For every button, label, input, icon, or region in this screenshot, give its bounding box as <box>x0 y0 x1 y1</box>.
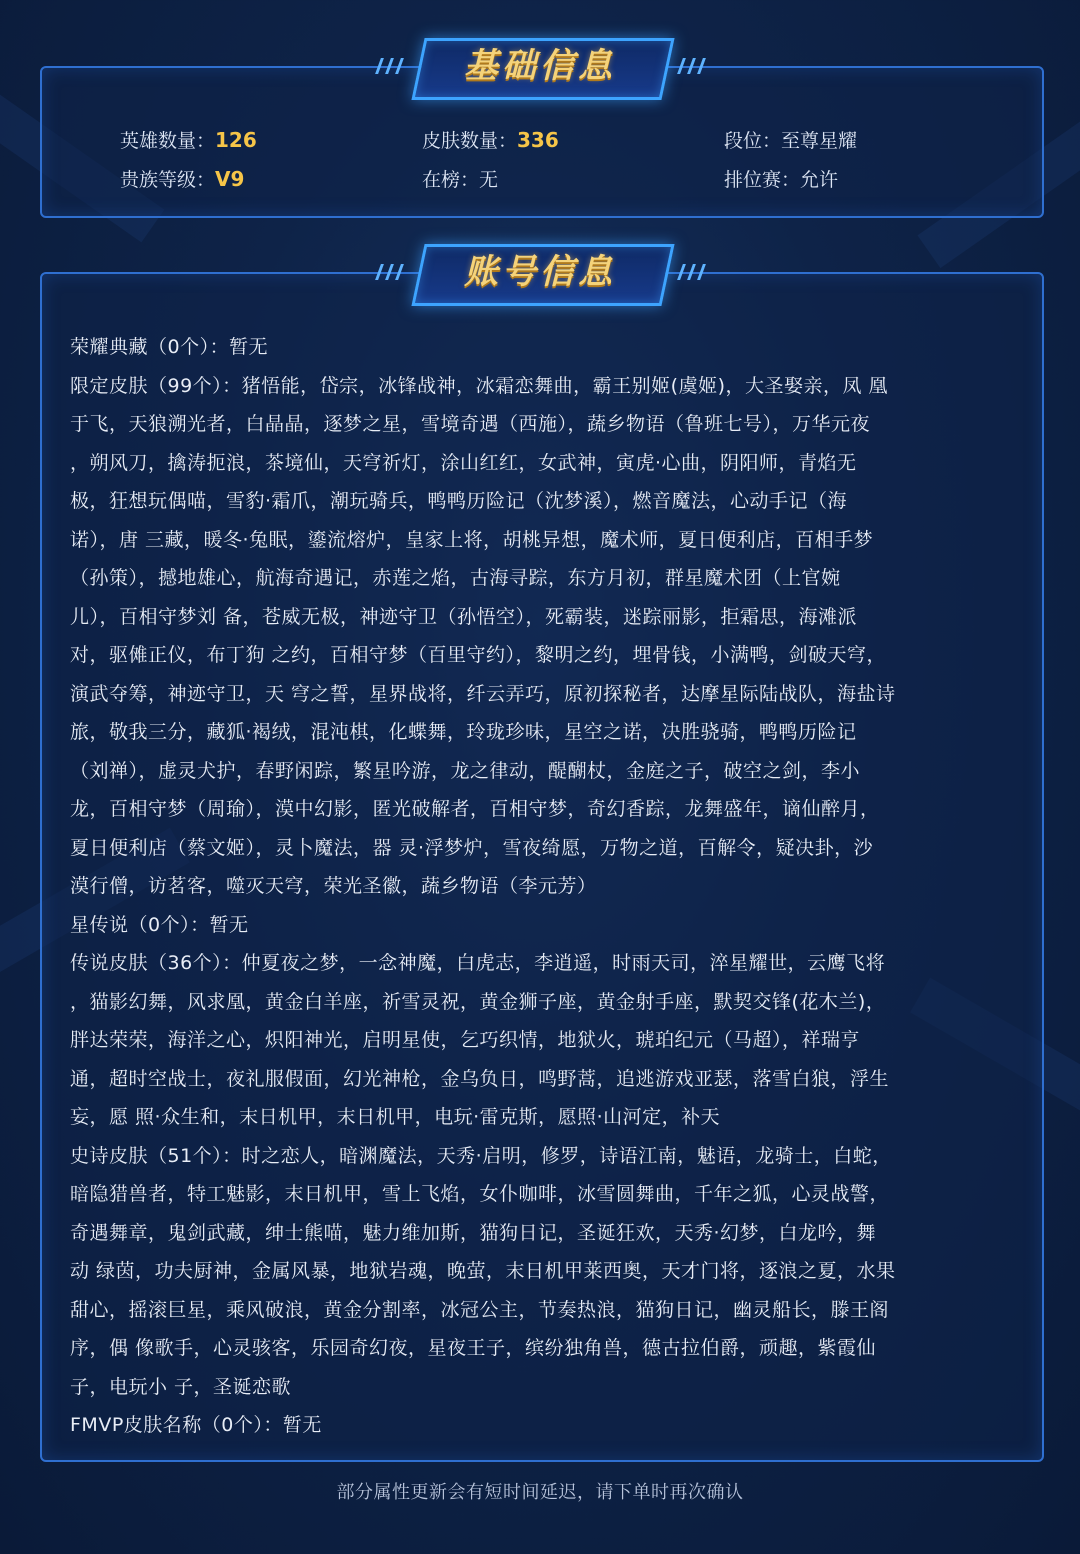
basic-info-title: 基础信息 <box>464 46 616 86</box>
account-line: 史诗皮肤（51个）：时之恋人，暗渊魔法，天秀·启明，修罗，诗语江南，魅语，龙骑士，白蛇， <box>70 1144 892 1167</box>
skin-count-value: 336 <box>517 128 559 152</box>
account-line: 诺），唐 三藏，暖冬·兔眠，鎏流熔炉，皇家上将，胡桃异想，魔术师，夏日便利店，百相手梦 <box>70 528 874 551</box>
account-line: 龙，百相守梦（周瑜），漠中幻影，匿光破解者，百相守梦，奇幻香踪，龙舞盛年，谪仙醉月， <box>70 798 880 820</box>
account-line: 甜心，摇滚巨星，乘风破浪，黄金分割率，冰冠公主，节奏热浪，猫狗日记，幽灵船长，滕王阁 <box>70 1298 890 1321</box>
account-line: 妄，愿 照·众生和，末日机甲，末日机甲，电玩·雷克斯，愿照·山河定，补天 <box>70 1106 721 1128</box>
on-list-label: 在榜： <box>422 169 480 191</box>
ranked-match-value: 允许 <box>800 169 839 191</box>
account-line: 对，驱傩正仪，布丁狗 之约，百相守梦（百里守约），黎明之约，埋骨钱，小满鸭，剑破天穹， <box>70 644 887 666</box>
account-line: （孙策），撼地雄心，航海奇遇记，赤莲之焰，古海寻踪，东方月初，群星魔术团（上官婉 <box>70 567 841 589</box>
account-line: 奇遇舞章，鬼剑武藏，绅士熊喵，魅力维加斯，猫狗日记，圣诞狂欢，天秀·幻梦，白龙吟，舞 <box>70 1221 877 1244</box>
hero-count-value: 126 <box>215 128 257 152</box>
noble-level-label: 贵族等级： <box>120 169 216 191</box>
account-line: 漠行僧，访茗客，噬灭天穹，荣光圣徽，蔬乡物语（李元芳） <box>70 875 597 897</box>
title-decor-line <box>342 272 402 274</box>
account-line: 暗隐猎兽者，特工魅影，末日机甲，雪上飞焰，女仆咖啡，冰雪圆舞曲，千年之狐，心灵战警， <box>70 1183 890 1205</box>
skin-count <box>422 126 559 153</box>
account-line: 于飞，天狼溯光者，白晶晶，逐梦之星，雪境奇遇（西施），蔬乡物语（鲁班七号），万华元夜 <box>70 413 871 435</box>
account-line: 极，狂想玩偶喵，雪豹·霜爪，潮玩骑兵，鸭鸭历险记（沈梦溪），燃音魔法，心动手记（海 <box>70 490 848 512</box>
ranked-match-label: 排位赛： <box>724 169 801 191</box>
account-line: （刘禅），虚灵犬护，春野闲踪，繁星吟游，龙之律动，醍醐杖，金庭之子，破空之剑，李小 <box>70 759 861 782</box>
rank <box>724 126 857 153</box>
account-line: 荣耀典藏（0个）：暂无 <box>70 336 269 358</box>
account-line: 儿），百相守梦刘 备，苍威无极，神迹守卫（孙悟空），死霸装，迷踪丽影，拒霜思，海滩派 <box>70 605 858 628</box>
on-list-value: 无 <box>479 169 499 191</box>
account-line: 传说皮肤（36个）：仲夏夜之梦，一念神魔，白虎志，李逍遥，时雨天司，淬星耀世，云鹰飞将 <box>70 952 886 974</box>
account-line: FMVP皮肤名称（0个）：暂无 <box>70 1414 322 1436</box>
account-line: 序，偶 像歌手，心灵骇客，乐园奇幻夜，星夜王子，缤纷独角兽，德古拉伯爵，顽趣，紫霞仙 <box>70 1337 877 1359</box>
account-line: 星传说（0个）：暂无 <box>70 913 249 936</box>
hero-count-label: 英雄数量： <box>120 130 216 152</box>
account-line: 演武夺筹，神迹守卫，天 穹之誓，星界战将，纤云弄巧，原初探秘者，达摩星际陆战队，海盐诗 <box>70 682 896 705</box>
rank-label: 段位： <box>724 130 782 152</box>
on-list <box>422 165 498 192</box>
account-line: 旅，敬我三分，藏狐·褐绒，混沌棋，化蝶舞，玲珑珍味，星空之诺，决胜骁骑，鸭鸭历险记 <box>70 721 857 743</box>
account-skin-list <box>70 328 1010 1445</box>
title-decor-line <box>342 66 402 68</box>
rank-value: 至尊星耀 <box>781 130 858 152</box>
skin-count-label: 皮肤数量： <box>422 130 518 152</box>
footer-note: 部分属性更新会有短时间延迟，请下单时再次确认 <box>336 1482 744 1503</box>
ranked-match <box>724 165 838 192</box>
account-line: 夏日便利店（蔡文姬），灵卜魔法，器 灵·浮梦炉，雪夜绮愿，万物之道，百解令，疑决卦，沙 <box>70 836 874 859</box>
account-line: 子，电玩小 子，圣诞恋歌 <box>70 1375 292 1398</box>
account-info-title: 账号信息 <box>464 252 616 292</box>
account-line: 动 绿茵，功夫厨神，金属风暴，地狱岩魂，晚萤，末日机甲莱西奥，天才门将，逐浪之夏，水果 <box>70 1260 896 1282</box>
account-line: ，朔风刀，擒涛扼浪，茶境仙，天穹祈灯，涂山红红，女武神，寅虎·心曲，阴阳师，青焰无 <box>70 451 857 474</box>
account-line: 限定皮肤（99个）：猪悟能，岱宗，冰锋战神，冰霜恋舞曲，霸王别姬(虞姬)，大圣娶亲，凤 凰 <box>70 374 889 397</box>
account-line: 通，超时空战士，夜礼服假面，幻光神枪，金乌负日，鸣野蒿，追逃游戏亚瑟，落雪白狼，浮生 <box>70 1067 890 1090</box>
account-line: ，猫影幻舞，风求凰，黄金白羊座，祈雪灵祝，黄金狮子座，黄金射手座，默契交锋(花木兰)， <box>70 990 886 1013</box>
noble-level-value: V9 <box>215 167 245 191</box>
noble-level <box>120 165 244 192</box>
account-line: 胖达荣荣，海洋之心，炽阳神光，启明星使，乞巧织情，地狱火，琥珀纪元（马超），祥瑞亨 <box>70 1029 861 1051</box>
hero-count <box>120 126 257 153</box>
